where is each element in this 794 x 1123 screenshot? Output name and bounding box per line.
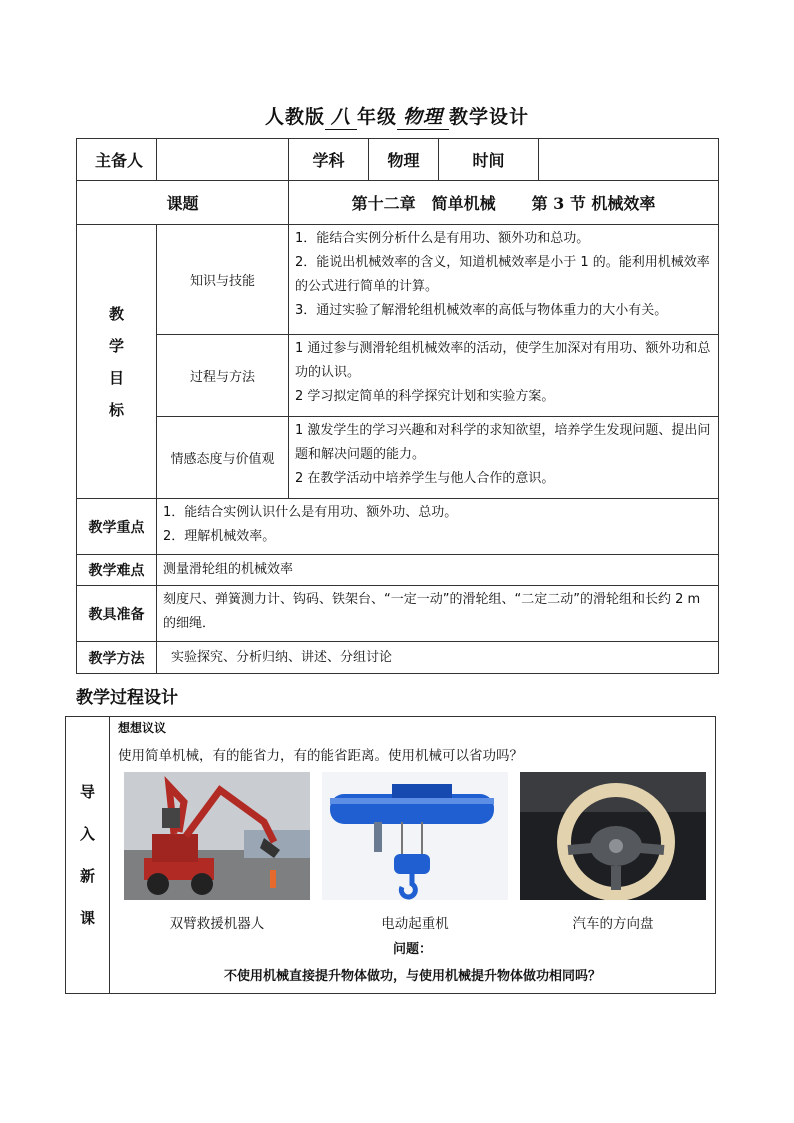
- objective-attitude-text: 1 激发学生的学习兴趣和对科学的求知欲望，培养学生发现问题、提出问题和解决问题的能力。 2 在教学活动中培养学生与他人合作的意识。: [289, 417, 719, 499]
- document-title: [0, 102, 794, 130]
- subject-value: 物理: [369, 139, 439, 181]
- process-table: [65, 716, 716, 994]
- rescue-robot-photo: [124, 772, 310, 900]
- objective-knowledge-text: 1．能结合实例分析什么是有用功、额外功和总功。 2．能说出机械效率的含义，知道机械效率是小于 1 的。能利用机械效率的公式进行简单的计算。 3．通过实验了解滑轮组机械效率的高低与物体重力的大小有关。: [289, 225, 719, 335]
- lead-teacher-value[interactable]: [157, 139, 289, 181]
- difficulty-label: 教学难点: [77, 555, 157, 586]
- materials-text: 刻度尺、弹簧测力计、钩码、铁架台、“一定一动”的滑轮组、“二定二动”的滑轮组和长约 2 m 的细绳．: [157, 586, 719, 642]
- hoist-caption: 电动起重机: [381, 916, 449, 932]
- intro-label: 导 入 新 课: [66, 717, 110, 994]
- title-suffix: 教学设计: [449, 106, 530, 128]
- methods-label: 教学方法: [77, 642, 157, 674]
- electric-hoist-photo: [322, 772, 508, 900]
- materials-label: 教具准备: [77, 586, 157, 642]
- objective-process-label: 过程与方法: [157, 335, 289, 417]
- question-label: 问题：: [392, 942, 432, 957]
- objective-process-text: 1 通过参与测滑轮组机械效率的活动，使学生加深对有用功、额外功和总功的认识。 2 学习拟定简单的科学探究计划和实验方案。: [289, 335, 719, 417]
- robot-caption: 双臂救援机器人: [169, 916, 265, 932]
- lead-teacher-label: 主备人: [77, 139, 157, 181]
- key-points-label: 教学重点: [77, 499, 157, 555]
- intro-content: [110, 717, 716, 994]
- topic-value: [289, 181, 719, 225]
- time-value[interactable]: [539, 139, 719, 181]
- topic-chapter: 第十二章 简单机械: [351, 194, 496, 213]
- objective-knowledge-label: 知识与技能: [157, 225, 289, 335]
- time-label: 时间: [439, 139, 539, 181]
- title-mid: 年级: [356, 106, 397, 128]
- subject-label: 学科: [289, 139, 369, 181]
- objective-attitude-label: 情感态度与价值观: [157, 417, 289, 499]
- steering-wheel-photo: [520, 772, 706, 900]
- title-prefix: 人教版: [264, 106, 325, 128]
- objectives-label: 教 学 目 标: [77, 225, 157, 499]
- think-label: 想想议议: [118, 721, 167, 735]
- key-points-text: 1．能结合实例认识什么是有用功、额外功、总功。 2．理解机械效率。: [157, 499, 719, 555]
- title-subject: 物理: [397, 102, 449, 130]
- question-text: 不使用机械直接提升物体做功，与使用机械提升物体做功相同吗？: [223, 969, 601, 984]
- topic-label: 课题: [77, 181, 289, 225]
- methods-text: 实验探究、分析归纳、讲述、分组讨论: [157, 642, 719, 674]
- title-grade: 八: [325, 102, 357, 130]
- topic-section: 第 3 节 机械效率: [531, 194, 656, 213]
- lesson-plan-table: [76, 138, 719, 674]
- intro-lead: 使用简单机械，有的能省力，有的能省距离。使用机械可以省功吗？: [118, 748, 523, 764]
- wheel-caption: 汽车的方向盘: [572, 916, 654, 932]
- process-section-title: 教学过程设计: [76, 688, 178, 708]
- difficulty-text: 测量滑轮组的机械效率: [157, 555, 719, 586]
- image-row: [118, 772, 707, 942]
